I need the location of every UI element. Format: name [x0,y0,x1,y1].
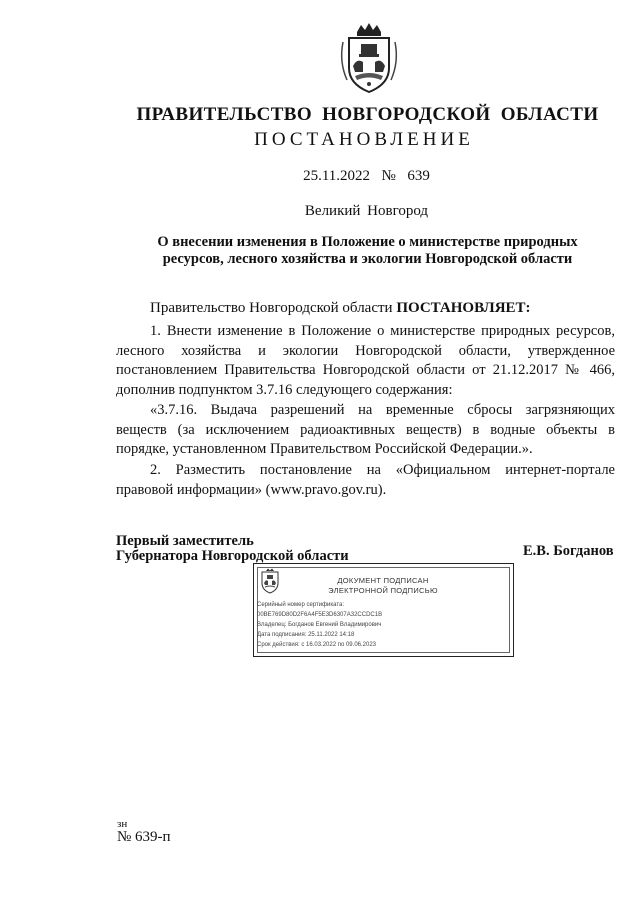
paragraph-2-line: 2. Разместить постановление на «Официальном интернет-портале [150,462,615,478]
electronic-signature-stamp [253,563,514,657]
stamp-serial-value: 00BE769D80D2F6A4F5E3D6307A32CCDC1B [257,612,383,618]
footer-mark: зн [117,818,128,830]
stamp-title-line-1: ДОКУМЕНТ ПОДПИСАН [337,576,429,585]
stamp-serial-label: Серийный номер сертификата: [257,602,345,608]
paragraph-1-line: дополнив подпунктом 3.7.16 следующего содержания: [116,381,453,398]
paragraph-quote-line: «3.7.16. Выдача разрешений на временные сбросы загрязняющих [150,402,615,418]
preamble-text: Правительство Новгородской области [150,300,397,316]
stamp-owner: Владелец: Богданов Евгений Владимирович [257,622,382,628]
paragraph-quote-line: порядке, установленном Правительством Российской Федерации.». [116,441,533,457]
stamp-title [288,576,478,596]
signer-position-line-1: Первый заместитель [116,533,254,549]
paragraph-1 [116,322,615,400]
paragraph-1-line: постановлением Правительства Новгородской области от 21.12.2017 № 466, [116,362,615,378]
stamp-details [257,600,382,650]
stamp-signed-date: Дата подписания: 25.11.2022 14:18 [257,632,355,638]
footer-document-number: № 639-п [117,829,171,845]
subject-line-2: ресурсов, лесного хозяйства и экологии Новгородской области [162,251,573,267]
paragraph-quote [116,401,615,460]
signer-name: Е.В. Богданов [523,543,614,559]
document-subject [110,234,625,268]
government-title: ПРАВИТЕЛЬСТВО НОВГОРОДСКОЙ ОБЛАСТИ [136,104,599,125]
coat-of-arms-icon [337,22,401,96]
city: Великий Новгород [304,203,429,219]
paragraph-1-line: 1. Внести изменение в Положение о министерстве природных ресурсов, [150,323,615,339]
signer-position-line-2: Губернатора Новгородской области [116,548,349,564]
preamble [150,300,531,317]
document-type: ПОСТАНОВЛЕНИЕ [254,129,474,150]
signer-position [116,534,349,564]
paragraph-2 [116,461,615,500]
date-and-number: 25.11.2022 № 639 [303,168,430,184]
subject-line-1: О внесении изменения в Положение о министерстве природных [157,234,578,250]
paragraph-1-line: лесного хозяйства и экологии Новгородской области, утвержденное [116,342,615,359]
paragraph-quote-line: веществ (за исключением радиоактивных веществ) в водные объекты в [116,421,615,438]
paragraph-2-line: правовой информации» (www.pravo.gov.ru). [116,481,387,498]
coat-of-arms-icon [259,568,281,594]
stamp-title-line-2: ЭЛЕКТРОННОЙ ПОДПИСЬЮ [328,586,438,595]
preamble-resolves: ПОСТАНОВЛЯЕТ: [396,300,531,316]
stamp-validity: Срок действия: с 16.03.2022 по 09.06.2023 [257,642,377,648]
